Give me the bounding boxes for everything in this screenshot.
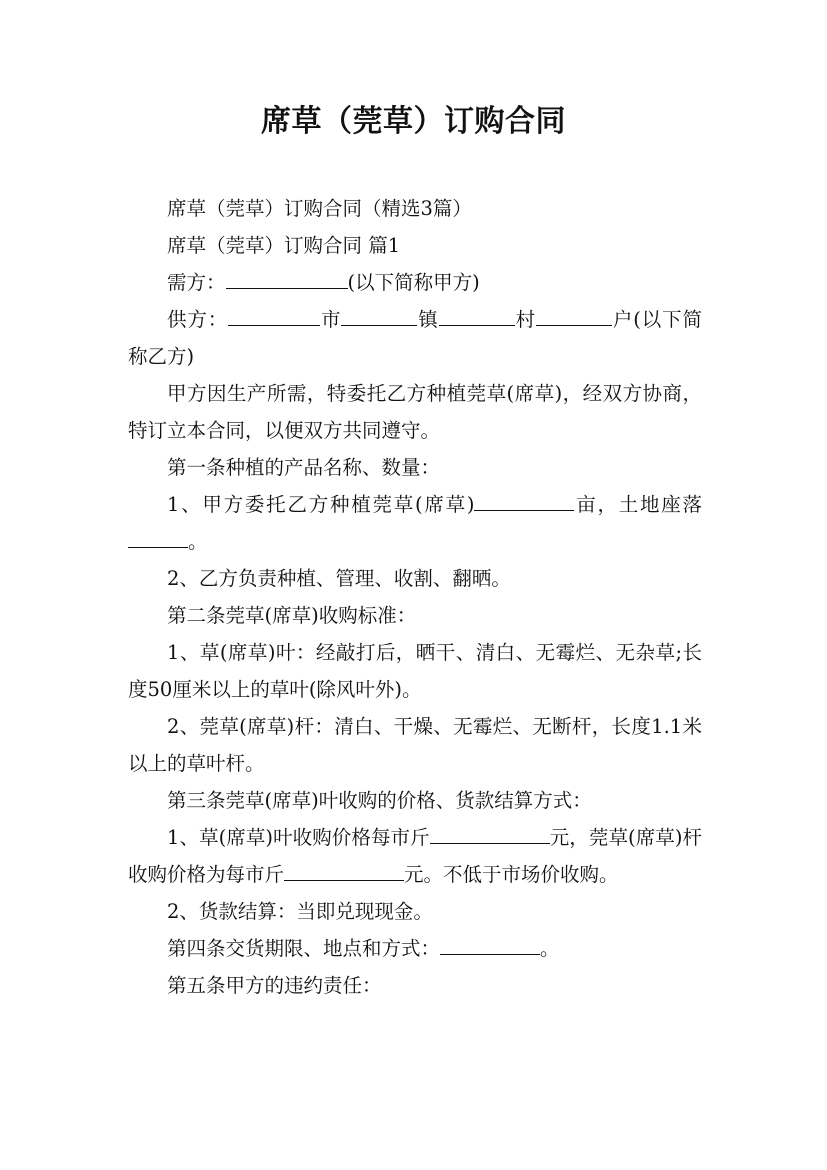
paragraph-text: 席草（莞草）订购合同（精选3篇） [167, 197, 472, 220]
fill-in-blank [439, 305, 515, 326]
paragraph-text: 元。不低于市场价收购。 [404, 863, 619, 886]
paragraph-text: 第三条莞草(席草)叶收购的价格、货款结算方式： [167, 789, 592, 812]
paragraph-section-heading [128, 227, 702, 264]
paragraph-clause [128, 634, 702, 708]
fill-in-blank [128, 527, 188, 548]
document-title: 席草（莞草）订购合同 [261, 104, 566, 139]
paragraph-text: 户(以下简称乙方) [128, 308, 702, 368]
paragraph-clause [128, 560, 702, 597]
document-body [128, 190, 702, 1004]
paragraph-text: 2、乙方负责种植、管理、收割、翻晒。 [167, 567, 511, 590]
paragraph-text: 需方： [167, 271, 226, 294]
paragraph-text: 亩，土地座落 [574, 493, 702, 516]
paragraph-text: 1、草(席草)叶收购价格每市斤 [167, 826, 430, 849]
paragraph-text: 村 [514, 308, 536, 331]
paragraph-article-heading [128, 930, 702, 967]
paragraph-text: 1、草(席草)叶：经敲打后，晒干、清白、无霉烂、无杂草;长度50厘米以上的草叶(除风叶外)。 [128, 641, 702, 701]
paragraph-text: 2、货款结算：当即兑现现金。 [167, 900, 433, 923]
paragraph-text: 席草（莞草）订购合同 篇1 [167, 234, 401, 257]
paragraph-text: 第二条莞草(席草)收购标准： [167, 604, 417, 627]
paragraph-article-heading [128, 782, 702, 819]
paragraph-clause [128, 708, 702, 782]
paragraph-text: 镇 [417, 308, 439, 331]
fill-in-blank [440, 934, 540, 955]
paragraph-clause [128, 819, 702, 893]
paragraph-text: 第一条种植的产品名称、数量： [167, 456, 441, 479]
fill-in-blank [474, 490, 574, 511]
paragraph-article-heading [128, 449, 702, 486]
fill-in-blank [430, 823, 550, 844]
paragraph-article-heading [128, 967, 702, 1004]
paragraph-text: 元，莞草(席草)杆收购价格为每市斤 [128, 826, 703, 886]
fill-in-blank [228, 305, 320, 326]
paragraph-text: 。 [540, 937, 560, 960]
fill-in-blank [284, 860, 404, 881]
fill-in-blank [341, 305, 417, 326]
paragraph-text: 1、甲方委托乙方种植莞草(席草) [167, 493, 475, 516]
paragraph-text: 供方： [167, 308, 229, 331]
paragraph-text: 甲方因生产所需，特委托乙方种植莞草(席草)，经双方协商，特订立本合同，以便双方共同遵守。 [128, 382, 702, 442]
paragraph-text: 第四条交货期限、地点和方式： [167, 937, 441, 960]
fill-in-blank [226, 268, 348, 289]
paragraph-buyer [128, 264, 702, 301]
paragraph-text: (以下简称甲方) [347, 271, 480, 294]
paragraph-text: 。 [188, 530, 208, 553]
paragraph-subtitle [128, 190, 702, 227]
paragraph-text: 2、莞草(席草)杆：清白、干燥、无霉烂、无断杆，长度1.1米以上的草叶杆。 [128, 715, 702, 775]
fill-in-blank [536, 305, 612, 326]
paragraph-supplier [128, 301, 702, 375]
paragraph-article-heading [128, 597, 702, 634]
paragraph-purpose [128, 375, 702, 449]
paragraph-clause [128, 486, 702, 560]
paragraph-clause [128, 893, 702, 930]
paragraph-text: 第五条甲方的违约责任： [167, 974, 382, 997]
paragraph-text: 市 [320, 308, 342, 331]
